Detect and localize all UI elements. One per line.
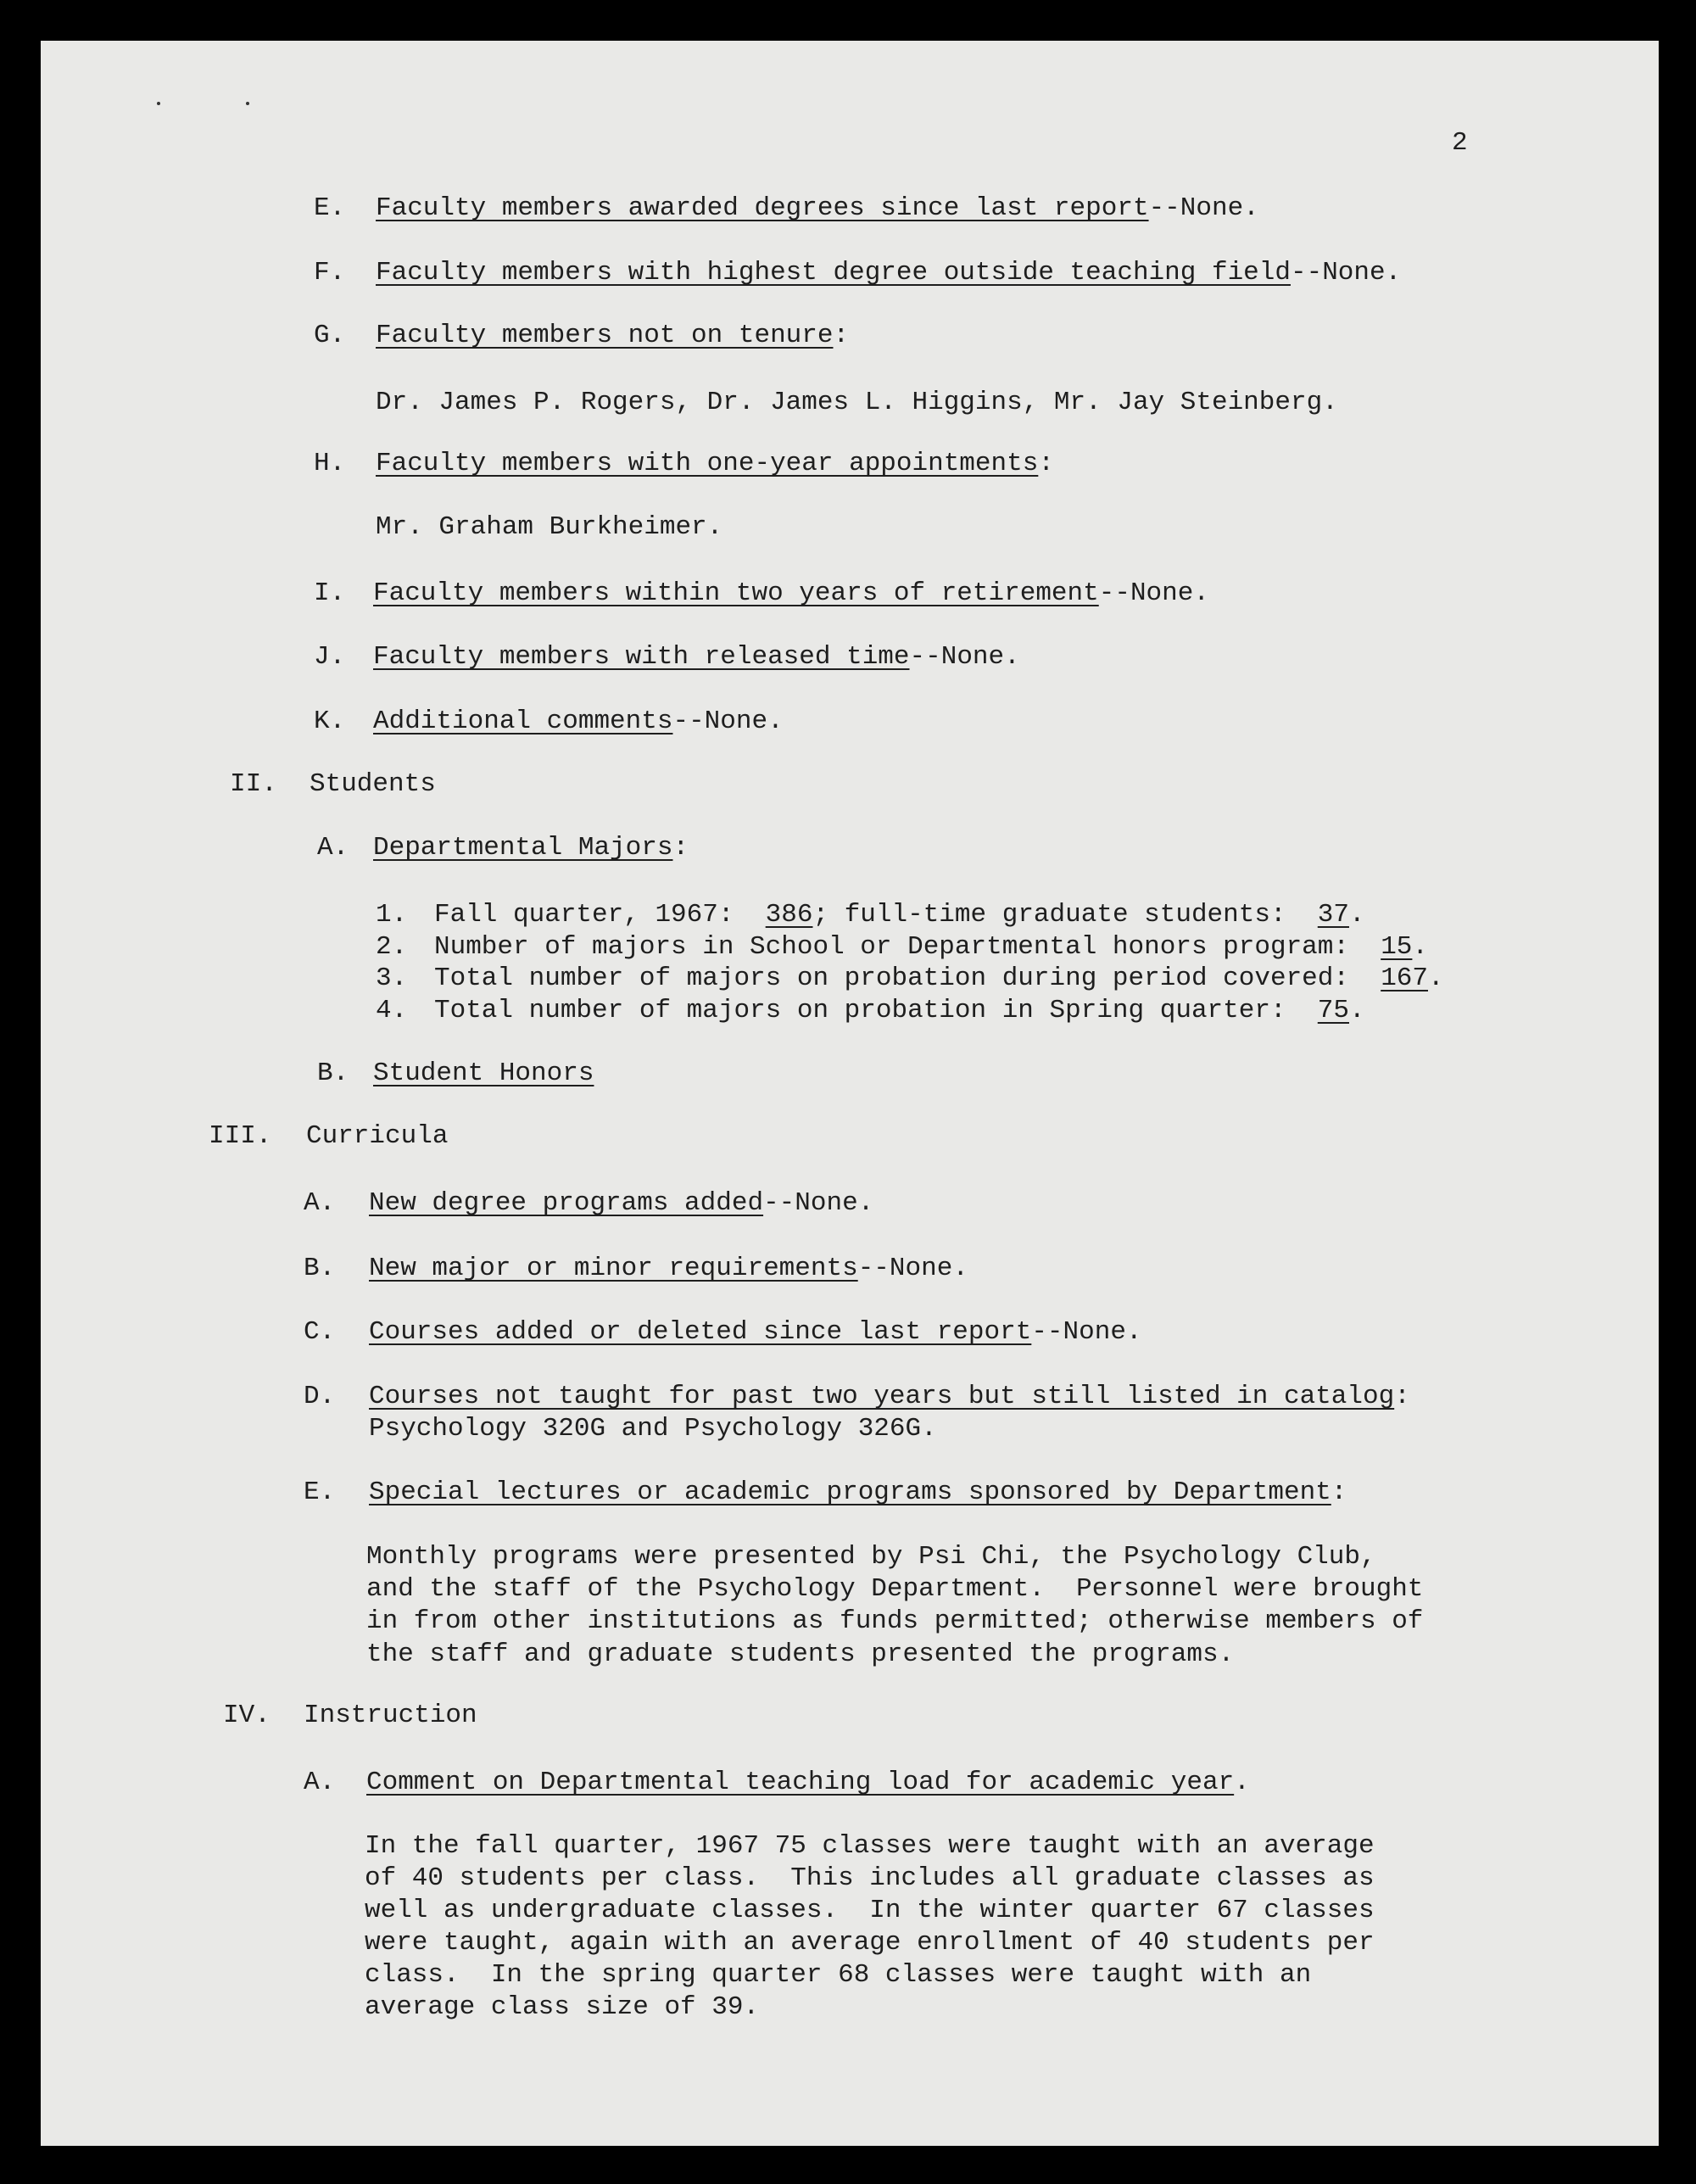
paragraph-line: in from other institutions as funds permitted; otherwise members of: [366, 1606, 1424, 1636]
faculty-item-h: Faculty members with one-year appointments:: [376, 449, 1054, 478]
speck: [157, 102, 160, 105]
majors-item-1: Fall quarter, 1967: 386; full-time graduate students: 37.: [434, 900, 1365, 930]
item-letter: B.: [317, 1058, 349, 1088]
departmental-majors-heading: Departmental Majors:: [373, 833, 689, 863]
paragraph-line: average class size of 39.: [365, 1992, 760, 2022]
majors-item-4: Total number of majors on probation in Spring quarter: 75.: [434, 996, 1365, 1025]
curricula-item-d: Courses not taught for past two years but still listed in catalog:: [369, 1382, 1410, 1411]
section-title-students: Students: [310, 769, 436, 799]
section-numeral: III.: [209, 1121, 272, 1151]
item-letter: B.: [304, 1254, 336, 1283]
faculty-item-f: Faculty members with highest degree outside teaching field--None.: [376, 258, 1402, 288]
faculty-item-g-detail: Dr. James P. Rogers, Dr. James L. Higgins, Mr. Jay Steinberg.: [376, 388, 1338, 417]
item-letter: A.: [317, 833, 349, 863]
list-number: 3.: [376, 964, 408, 993]
item-letter: E.: [304, 1477, 336, 1507]
item-letter: F.: [314, 258, 346, 288]
list-number: 4.: [376, 996, 408, 1025]
curricula-item-b: New major or minor requirements--None.: [369, 1254, 968, 1283]
curricula-item-c: Courses added or deleted since last report--None.: [369, 1317, 1142, 1347]
paragraph-line: the staff and graduate students presented the programs.: [366, 1639, 1235, 1669]
section-numeral: II.: [230, 769, 277, 799]
item-letter: A.: [304, 1188, 336, 1218]
item-letter: I.: [314, 578, 346, 608]
paragraph-line: and the staff of the Psychology Department. Personnel were brought: [366, 1574, 1424, 1604]
item-letter: J.: [314, 642, 346, 672]
list-number: 1.: [376, 900, 408, 930]
paragraph-line: of 40 students per class. This includes all graduate classes as: [365, 1863, 1375, 1893]
faculty-item-e: Faculty members awarded degrees since last report--None.: [376, 193, 1259, 223]
faculty-item-j: Faculty members with released time--None.: [373, 642, 1020, 672]
teaching-load-heading: Comment on Departmental teaching load for academic year.: [366, 1768, 1250, 1797]
majors-item-2: Number of majors in School or Departmental honors program: 15.: [434, 932, 1429, 962]
curricula-item-a: New degree programs added--None.: [369, 1188, 874, 1218]
section-title-curricula: Curricula: [306, 1121, 449, 1151]
item-letter: G.: [314, 321, 346, 350]
faculty-item-h-detail: Mr. Graham Burkheimer.: [376, 512, 723, 542]
faculty-item-g: Faculty members not on tenure:: [376, 321, 850, 350]
item-letter: K.: [314, 707, 346, 736]
section-numeral: IV.: [223, 1701, 271, 1730]
section-title-instruction: Instruction: [304, 1701, 477, 1730]
paragraph-line: In the fall quarter, 1967 75 classes were taught with an average: [365, 1831, 1375, 1861]
faculty-item-i: Faculty members within two years of retirement--None.: [373, 578, 1209, 608]
item-letter: H.: [314, 449, 346, 478]
paragraph-line: Monthly programs were presented by Psi Chi, the Psychology Club,: [366, 1542, 1376, 1572]
speck: [246, 102, 249, 105]
page-number: 2: [1452, 128, 1468, 158]
curricula-item-d-detail: Psychology 320G and Psychology 326G.: [369, 1414, 937, 1444]
paragraph-line: class. In the spring quarter 68 classes were taught with an: [365, 1960, 1312, 1990]
item-letter: D.: [304, 1382, 336, 1411]
faculty-item-k: Additional comments--None.: [373, 707, 784, 736]
student-honors-heading: Student Honors: [373, 1058, 594, 1088]
paragraph-line: well as undergraduate classes. In the winter quarter 67 classes: [365, 1896, 1375, 1925]
item-letter: E.: [314, 193, 346, 223]
curricula-item-e: Special lectures or academic programs sponsored by Department:: [369, 1477, 1347, 1507]
item-letter: A.: [304, 1768, 336, 1797]
list-number: 2.: [376, 932, 408, 962]
paragraph-line: were taught, again with an average enrollment of 40 students per: [365, 1928, 1375, 1958]
item-letter: C.: [304, 1317, 336, 1347]
majors-item-3: Total number of majors on probation during period covered: 167.: [434, 964, 1444, 993]
